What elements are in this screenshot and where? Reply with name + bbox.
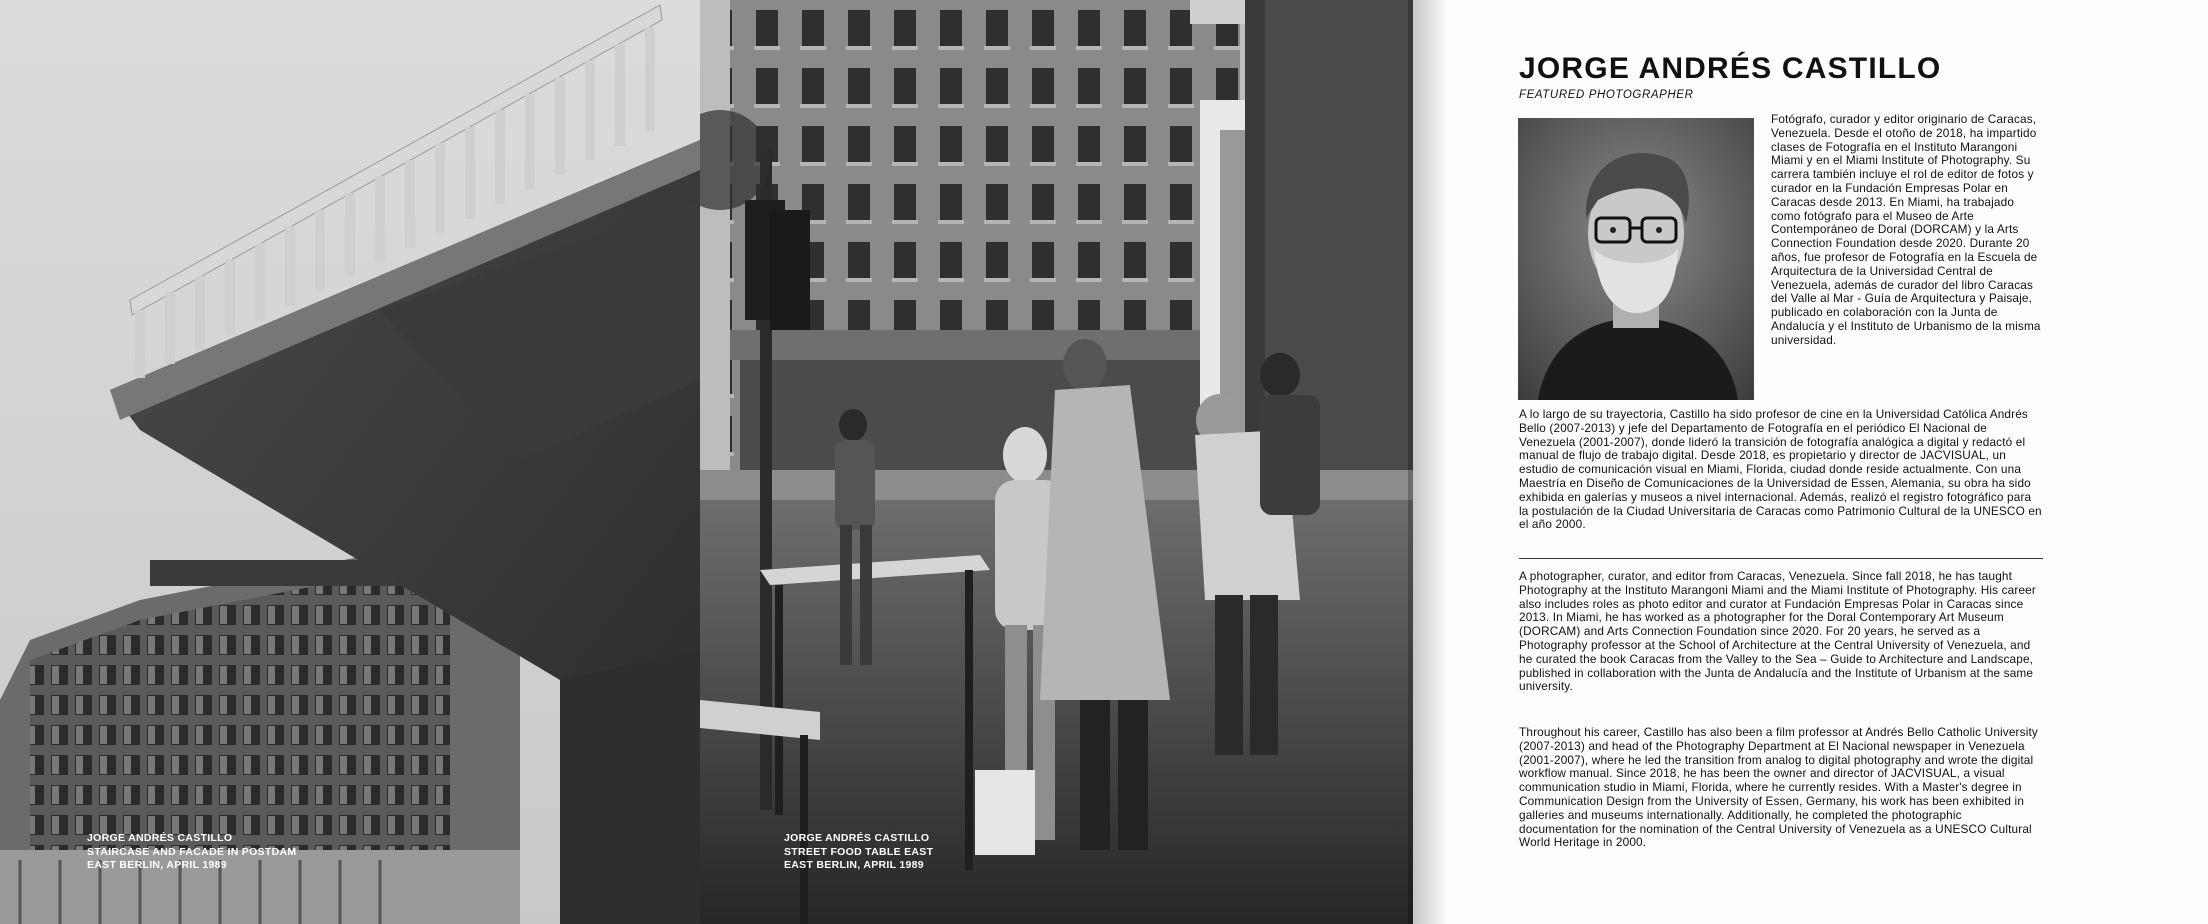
photographer-role: FEATURED PHOTOGRAPHER — [1519, 89, 1694, 101]
biography-english-part-2: Throughout his career, Castillo has also been a film professor at Andrés Bello Catholic University (2007-2013) and head of the Photography Department at El Nacional newspaper in Venezuela (2001-2007), where he led the transition from analog to digital photography and wrote the digital workflow manual. Since 2018, he has been the owner and director of JACVISUAL, a visual communication studio in Miami, Florida, where he currently resides. With a Master's degree in Communication Design from the University of Essen, Germany, his work has been exhibited in galleries and museums internationally. Additionally, he completed the photographic documentation for the nomination of the Central University of Venezuela as a UNESCO Cultural World Heritage in 2000. — [1519, 725, 2038, 850]
biography-spanish-part-2: A lo largo de su trayectoria, Castillo ha sido profesor de cine en la Universidad Católica Andrés Bello (2007-2013) y jefe del Departamento de Fotografía en el periódico El Nacional de Venezuela (2001-2007), donde lideró la transición de fotografía analógica a digital y redactó el manual de flujo de trabajo digital. Desde 2018, es propietario y director de JACVISUAL, un estudio de comunicación visual en Miami, Florida, ciudad donde reside actualmente. Con una Maestría en Diseño de Comunicaciones de la Universidad de Essen, Alemania, su obra ha sido exhibida en galerías y museos a nivel internacional. Además, realizó el registro fotográfico para la postulación de la Ciudad Universitaria de Caracas como Patrimonio Cultural de la UNESCO en el año 2000. — [1519, 407, 2042, 532]
caption-place-date: EAST BERLIN, APRIL 1989 — [87, 859, 227, 871]
staircase-photo-caption — [87, 832, 296, 873]
staircase-facade-image — [0, 0, 700, 924]
biography-spanish-part-1: Fotógrafo, curador y editor originario de Caracas, Venezuela. Desde el otoño de 2018, ha impartido clases de Fotografía en el Instituto Marangoni Miami y en el Miami Institute of Photography. Su carrera también incluye el rol de editor de fotos y curador en la Fundación Empresas Polar en Caracas desde 2013. En Miami, ha trabajado como fotógrafo para el Museo de Arte Contemporáneo de Doral (DORCAM) y la Arts Connection Foundation desde 2020. Durante 20 años, fue profesor de Fotografía en la Escuela de Arquitectura de la Universidad Central de Venezuela, además de curador del libro Caracas del Valle al Mar - Guía de Arquitectura y Paisaje, publicado en colaboración con la Junta de Andalucía y el Instituto de Urbanismo de la misma universidad. — [1771, 112, 2041, 347]
language-divider — [1519, 558, 2043, 559]
photographer-portrait — [1518, 118, 1754, 400]
street-food-table-photo — [700, 0, 1413, 924]
book-gutter-shadow — [1408, 0, 1448, 924]
portrait-image — [1518, 118, 1754, 400]
caption-title: STREET FOOD TABLE EAST — [784, 845, 934, 858]
caption-title: STAIRCASE AND FACADE IN POSTDAM — [87, 845, 297, 858]
caption-place-date: EAST BERLIN, APRIL 1989 — [784, 859, 924, 871]
street-food-table-image — [700, 0, 1413, 924]
photographer-name: JORGE ANDRÉS CASTILLO — [1519, 52, 1942, 85]
street-food-photo-caption — [784, 832, 933, 873]
caption-photographer: JORGE ANDRÉS CASTILLO — [784, 832, 930, 844]
caption-photographer: JORGE ANDRÉS CASTILLO — [87, 832, 233, 844]
biography-english-part-1: A photographer, curator, and editor from Caracas, Venezuela. Since fall 2018, he has taught Photography at the Instituto Marangoni Miami and the Miami Institute of Photography. His career also includes roles as photo editor and curator at Fundación Empresas Polar in Caracas since 2013. In Miami, he has worked as a photographer for the Doral Contemporary Art Museum (DORCAM) and Arts Connection Foundation since 2020. For 20 years, he served as a Photography professor at the School of Architecture at the Central University of Venezuela, and he curated the book Caracas from the Valley to the Sea – Guide to Architecture and Landscape, published in collaboration with the Junta de Andalucía and the Institute of Urbanism at the same university. — [1519, 569, 2036, 694]
staircase-facade-photo — [0, 0, 700, 924]
